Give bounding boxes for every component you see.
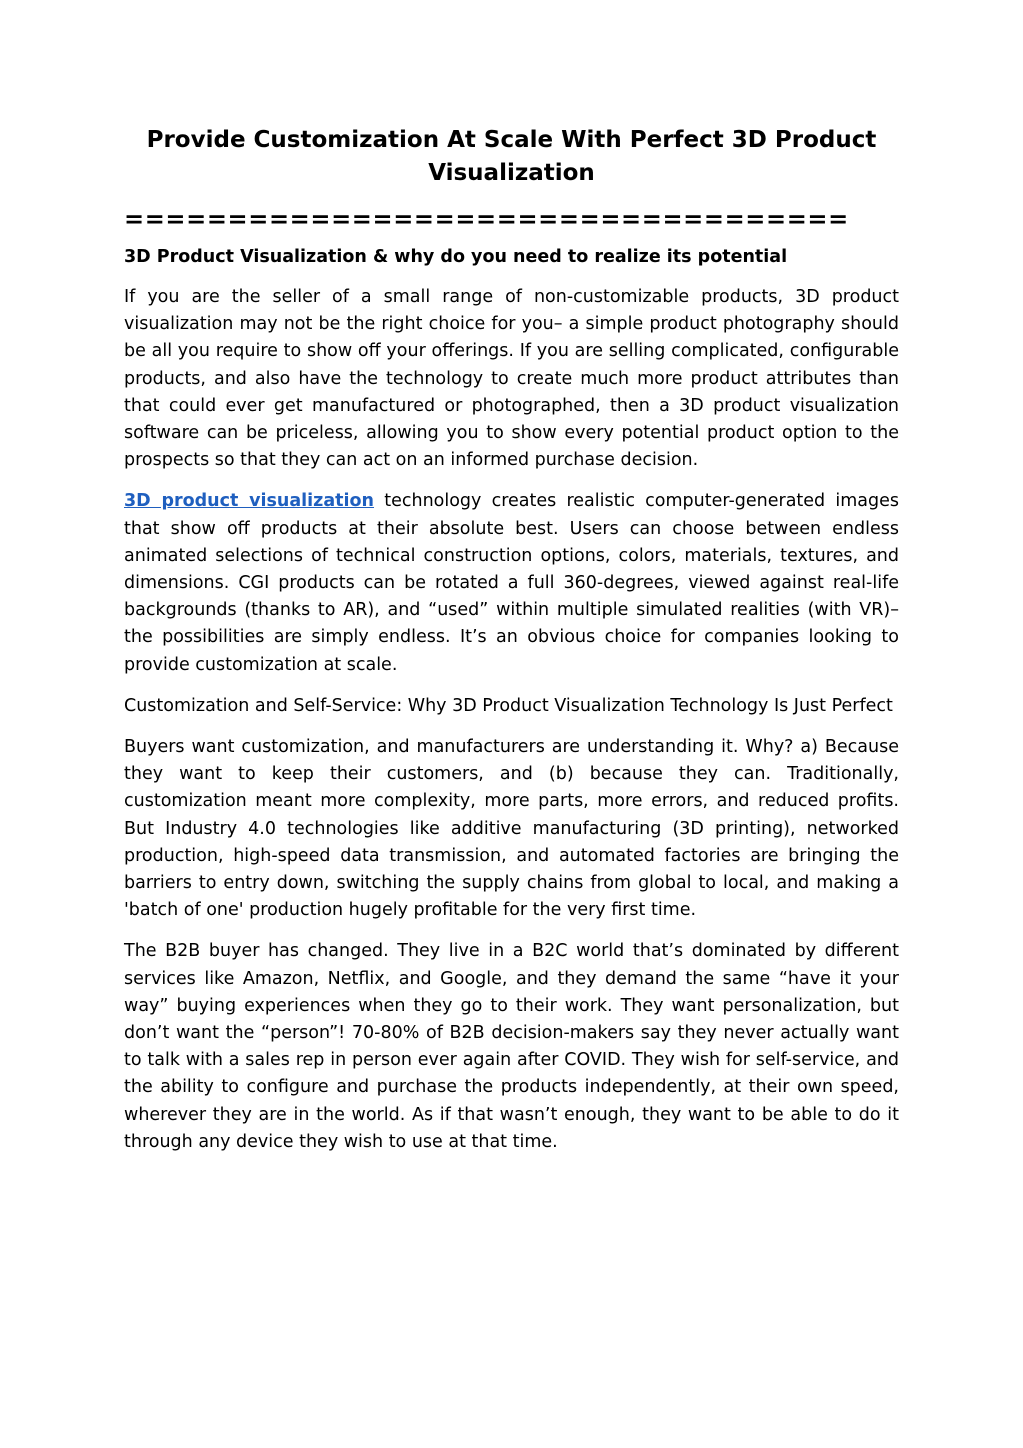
document-title: Provide Customization At Scale With Perfect 3D Product Visualization bbox=[146, 127, 877, 186]
section-subheading: 3D Product Visualization & why do you need to realize its potential bbox=[124, 247, 788, 267]
product-visualization-link[interactable]: 3D product visualization bbox=[124, 491, 375, 512]
paragraph-customization: Buyers want customization, and manufacturers are understanding it. Why? a) Because they want to keep their customers, and (b) because they can. Traditionally, customization meant more complexity, more parts, more errors, and reduced profits. But Industry 4.0 technologies like additive manufacturing (3D printing), networked production, high-speed data transmission, and automated factories are bringing the barriers to entry down, switching the supply chains from global to local, and making a 'batch of one' production hugely profitable for the very first time. bbox=[124, 737, 899, 921]
paragraph-intro: If you are the seller of a small range of non-customizable products, 3D product visualization may not be the right choice for you– a simple product photography should be all you require to show off your offerings. If you are selling complicated, configurable products, and also have the technology to create much more product attributes than that could ever get manufactured or photographed, then a 3D product visualization software can be priceless, allowing you to show every potential product option to the prospects so that they can act on an informed purchase decision. bbox=[124, 287, 899, 471]
paragraph-b2b-buyer: The B2B buyer has changed. They live in a B2C world that’s dominated by different services like Amazon, Netflix, and Google, and they demand the same “have it your way” buying experiences when they go to their work. They want personalization, but don’t want the “person”! 70-80% of B2B decision-makers say they never actually want to talk with a sales rep in person ever again after COVID. They wish for self-service, and the ability to configure and purchase the products independently, at their own speed, wherever they are in the world. As if that wasn’t enough, they want to be able to do it through any device they wish to use at that time. bbox=[124, 941, 899, 1152]
divider-line: =================================== bbox=[124, 205, 849, 233]
section-heading: Customization and Self-Service: Why 3D Product Visualization Technology Is Just Perfect bbox=[124, 695, 893, 716]
paragraph-technology bbox=[124, 488, 899, 678]
document-page bbox=[124, 124, 899, 1156]
paragraph-technology-text: technology creates realistic computer-generated images that show off products at their absolute best. Users can choose between endless animated selections of technical construction options, colors, materials, textures, and dimensions. CGI products can be rotated a full 360-degrees, viewed against real-life backgrounds (thanks to AR), and “used” within multiple simulated realities (with VR)–the possibilities are simply endless. It’s an obvious choice for companies looking to provide customization at scale. bbox=[124, 491, 899, 675]
